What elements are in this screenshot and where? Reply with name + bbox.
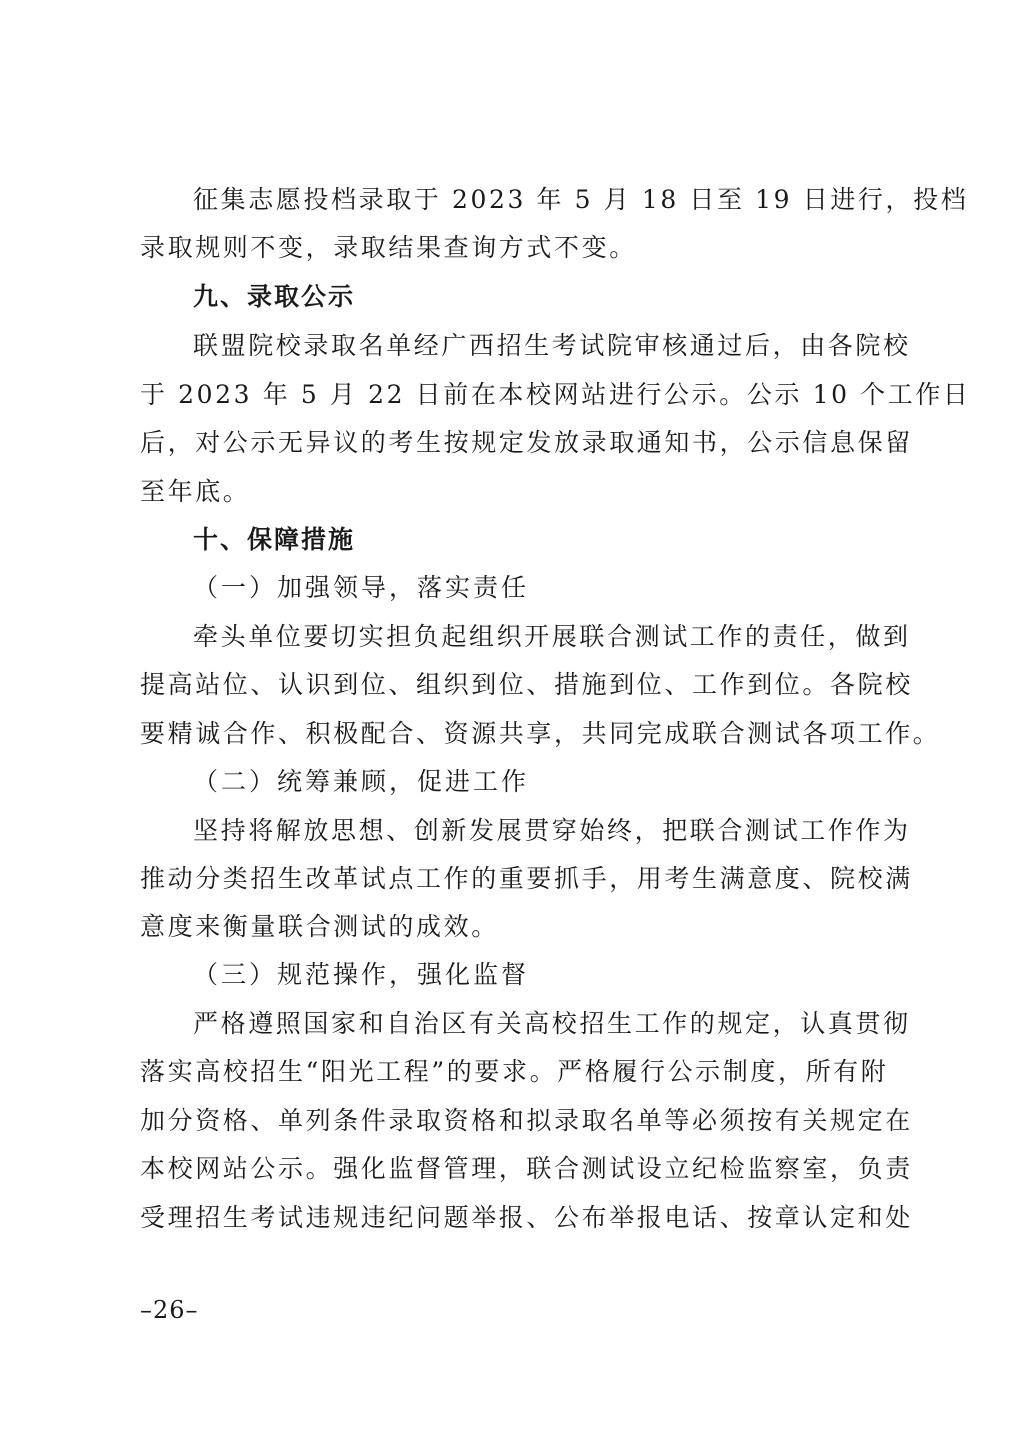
paragraph-line: 受理招生考试违规违纪问题举报、公布举报电话、按章认定和处 — [140, 1203, 913, 1232]
section-heading: 十、保障措施 — [193, 525, 356, 554]
paragraph-line: 牵头单位要切实担负起组织开展联合测试工作的责任，做到 — [193, 622, 911, 651]
paragraph-line: 坚持将解放思想、创新发展贯穿始终，把联合测试工作作为 — [193, 816, 911, 845]
paragraph-line: 加分资格、单列条件录取资格和拟录取名单等必须按有关规定在 — [140, 1106, 913, 1135]
page-number: –26– — [140, 1296, 199, 1324]
paragraph-line: 后，对公示无异议的考生按规定发放录取通知书，公示信息保留 — [140, 428, 913, 457]
paragraph-line: 本校网站公示。强化监督管理，联合测试设立纪检监察室，负责 — [140, 1154, 913, 1183]
subsection-heading: （一）加强领导，落实责任 — [193, 573, 530, 602]
paragraph-line: 联盟院校录取名单经广西招生考试院审核通过后，由各院校 — [193, 331, 911, 360]
section-heading: 九、录取公示 — [193, 282, 356, 311]
subsection-heading: （三）规范操作，强化监督 — [193, 960, 530, 989]
paragraph-line: 落实高校招生“阳光工程”的要求。严格履行公示制度，所有附 — [140, 1057, 889, 1086]
subsection-heading: （二）统筹兼顾，促进工作 — [193, 767, 530, 796]
paragraph-line: 于 2023 年 5 月 22 日前在本校网站进行公示。公示 10 个工作日 — [140, 380, 971, 409]
paragraph-line: 推动分类招生改革试点工作的重要抓手，用考生满意度、院校满 — [140, 864, 913, 893]
paragraph-line: 严格遵照国家和自治区有关高校招生工作的规定，认真贯彻 — [193, 1009, 911, 1038]
paragraph-line: 意度来衡量联合测试的成效。 — [140, 912, 499, 941]
paragraph-line: 要精诚合作、积极配合、资源共享，共同完成联合测试各项工作。 — [140, 719, 941, 748]
paragraph-line: 提高站位、认识到位、组织到位、措施到位、工作到位。各院校 — [140, 670, 913, 699]
paragraph-line: 录取规则不变，录取结果查询方式不变。 — [140, 233, 637, 262]
paragraph-line: 至年底。 — [140, 477, 251, 506]
paragraph-line: 征集志愿投档录取于 2023 年 5 月 18 日至 19 日进行，投档 — [193, 185, 969, 214]
